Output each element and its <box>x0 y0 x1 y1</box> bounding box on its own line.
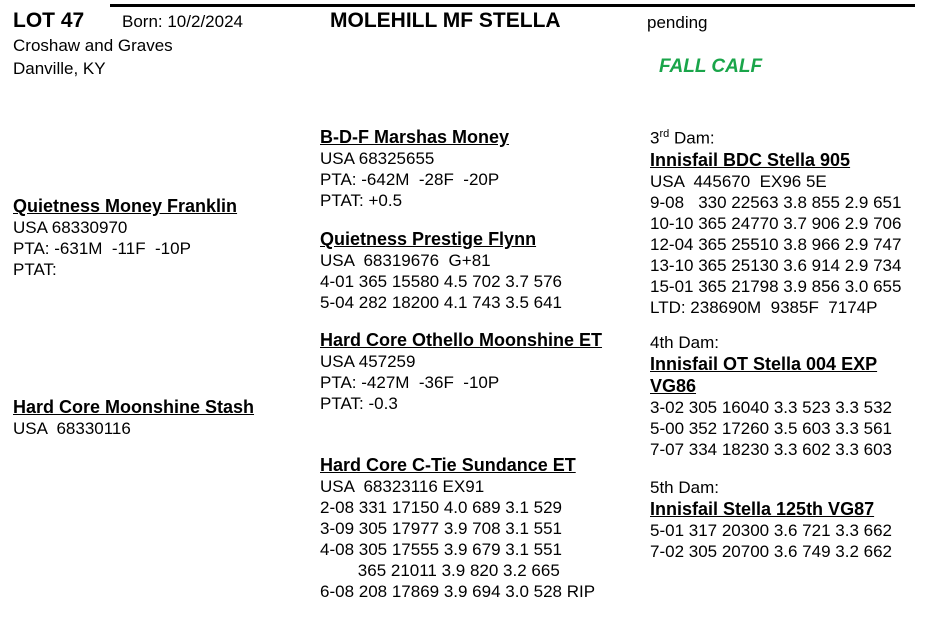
third-dam-name: Innisfail BDC Stella 905 <box>650 149 851 170</box>
owner: Croshaw and Graves <box>13 36 173 55</box>
sire-dam-name: Quietness Prestige Flynn <box>320 229 537 249</box>
record-line: 12-04 365 25510 3.8 966 2.9 747 <box>650 234 902 254</box>
record-line: 3-02 305 16040 3.3 523 3.3 532 <box>650 398 892 417</box>
dam-block <box>13 396 254 439</box>
dam-name: Hard Core Moonshine Stash <box>13 397 255 417</box>
record-line: 5-01 317 20300 3.6 721 3.3 662 <box>650 521 892 540</box>
lifetime-record: LTD: 238690M 9385F 7174P <box>650 297 878 317</box>
record-line: 2-08 331 17150 4.0 689 3.1 529 <box>320 498 562 517</box>
category-label: FALL CALF <box>659 56 763 77</box>
sire-sire-name: B-D-F Marshas Money <box>320 127 510 147</box>
dam-sire-registration: USA 457259 <box>320 352 416 371</box>
fifth-dam-label: 5th Dam: <box>650 478 719 497</box>
dam-registration: USA 68330116 <box>13 419 131 438</box>
record-line: 5-04 282 18200 4.1 743 3.5 641 <box>320 293 562 312</box>
dam-sire-pta: PTA: -427M -36F -10P <box>320 373 500 392</box>
header-rule <box>110 4 915 7</box>
record-line: 4-08 305 17555 3.9 679 3.1 551 <box>320 540 562 559</box>
birth-date: Born: 10/2/2024 <box>122 12 243 31</box>
sire-ptat: PTAT: <box>13 260 57 279</box>
fourth-dam-name: Innisfail OT Stella 004 EXP VG86 <box>650 354 878 396</box>
location: Danville, KY <box>13 59 106 78</box>
animal-name: MOLEHILL MF STELLA <box>330 9 561 32</box>
third-dam-block <box>650 124 901 318</box>
sire-sire-ptat: PTAT: +0.5 <box>320 191 403 210</box>
dam-dam-registration: USA 68323116 EX91 <box>320 477 485 496</box>
fifth-dam-name: Innisfail Stella 125th VG87 <box>650 499 875 519</box>
third-dam-label: 3rd Dam: <box>650 128 715 148</box>
dam-sire-ptat: PTAT: -0.3 <box>320 394 398 413</box>
registration-status: pending <box>647 13 708 32</box>
sire-sire-registration: USA 68325655 <box>320 149 435 168</box>
record-line: 4-01 365 15580 4.5 702 3.7 576 <box>320 272 562 291</box>
record-line: 6-08 208 17869 3.9 694 3.0 528 RIP <box>320 582 596 601</box>
dam-dam-name: Hard Core C-Tie Sundance ET <box>320 455 576 475</box>
sire-sire-block <box>320 126 509 211</box>
dam-sire-name: Hard Core Othello Moonshine ET <box>320 330 603 350</box>
sire-dam-registration: USA 68319676 G+81 <box>320 251 491 270</box>
record-line: 5-00 352 17260 3.5 603 3.3 561 <box>650 419 892 438</box>
sire-sire-pta: PTA: -642M -28F -20P <box>320 170 500 189</box>
third-dam-registration: USA 445670 EX96 5E <box>650 171 827 191</box>
record-line: 7-07 334 18230 3.3 602 3.3 603 <box>650 440 892 459</box>
record-line: 15-01 365 21798 3.9 856 3.0 655 <box>650 276 902 296</box>
sire-name: Quietness Money Franklin <box>13 196 238 216</box>
record-line: 9-08 330 22563 3.8 855 2.9 651 <box>650 192 902 212</box>
record-line: 13-10 365 25130 3.6 914 2.9 734 <box>650 255 902 275</box>
record-line: 365 21011 3.9 820 3.2 665 <box>320 561 560 580</box>
sire-block <box>13 195 237 280</box>
fourth-dam-block <box>650 332 920 460</box>
sire-pta: PTA: -631M -11F -10P <box>13 239 191 258</box>
record-line: 3-09 305 17977 3.9 708 3.1 551 <box>320 519 562 538</box>
dam-sire-block <box>320 329 620 414</box>
sire-dam-block <box>320 228 562 313</box>
fifth-dam-block <box>650 477 892 562</box>
fourth-dam-label: 4th Dam: <box>650 333 719 352</box>
sire-registration: USA 68330970 <box>13 218 128 237</box>
dam-dam-block <box>320 454 595 602</box>
record-line: 7-02 305 20700 3.6 749 3.2 662 <box>650 542 892 561</box>
lot-number: LOT 47 <box>13 9 85 32</box>
record-line: 10-10 365 24770 3.7 906 2.9 706 <box>650 213 902 233</box>
